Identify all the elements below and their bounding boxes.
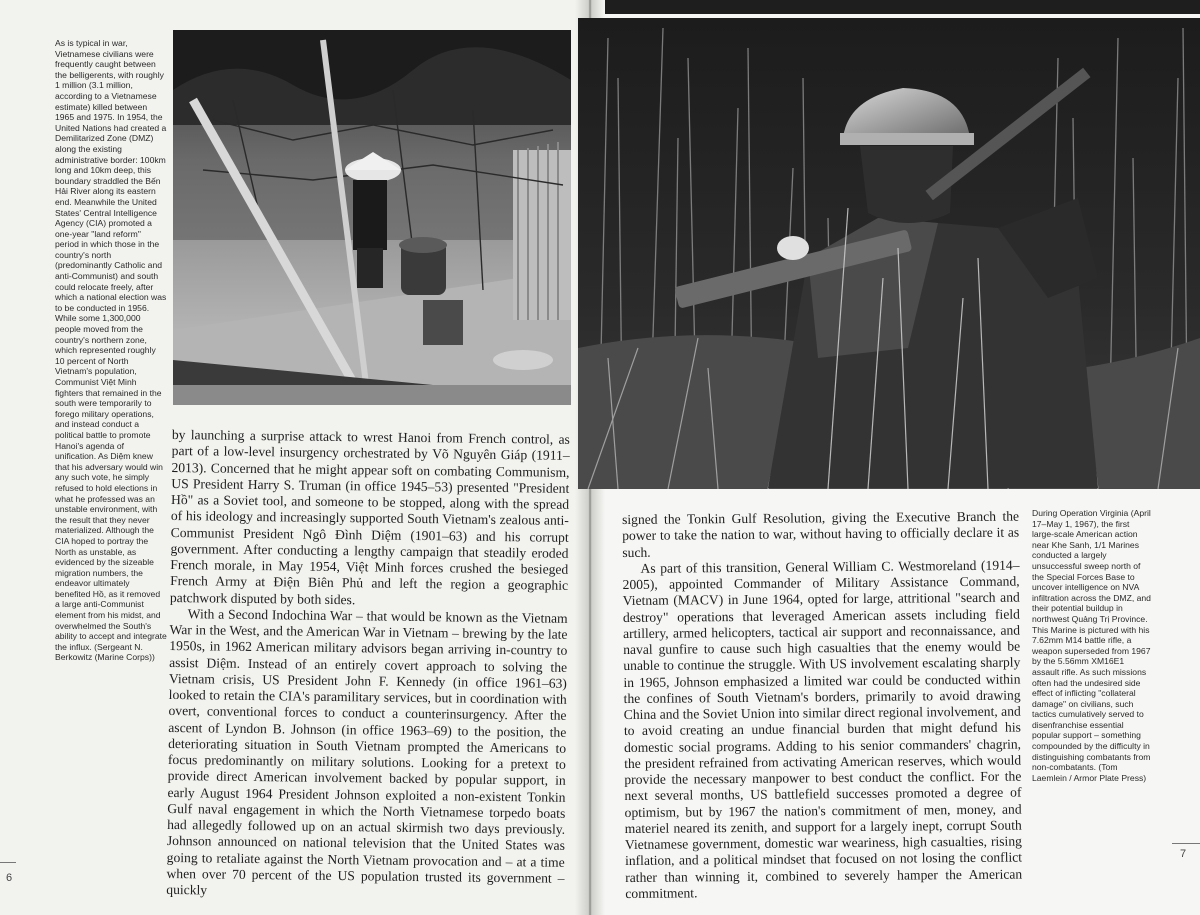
- right-paragraph-1: signed the Tonkin Gulf Resolution, giving the Executive Branch the power to take the nation to war, without having to officially declare it as such.: [622, 508, 1020, 560]
- marine-photo-image: [578, 18, 1200, 489]
- right-paragraph-2: As part of this transition, General William C. Westmoreland (1914–2005), appointed Commander of Military Assistance Command, Vietnam (MACV) in June 1964, opted for large, attritional "search and destroy" operations that leveraged American assets including field artillery, armed helicopters, tactical air support and reconnaissance, and naval gunfire to cause such high casualties that the enemy would be unable to continue the struggle. With US involvement escalating sharply in 1965, Johnson emphasized a limited war could be conducted within the confines of South Vietnam's borders, primarily to avoid drawing China and the Soviet Union into similar direct regional involvement, and to avoid creating an undue financial burden that might defund his domestic social programs. Adding to his senior commanders' chagrin, the president refrained from activating American reserves, which would provide the necessary manpower to best conduct the conflict. For the next several months, US battlefield successes promoted a degree of optimism, but by 1967 the nation's commitment of men, money, and materiel neared its zenith, and support for a largely inept, corrupt South Vietnamese government, domestic war weariness, high casualties, rising inflation, and a political mindset that focused on not losing the conflict rather than winning it, combined to severely hamper the American commitment.: [622, 557, 1023, 901]
- civilian-photo: [173, 30, 571, 405]
- left-body-text: [166, 427, 570, 903]
- page-number-right: 7: [1180, 848, 1187, 860]
- marine-photo: [578, 18, 1200, 489]
- page-number-left: 6: [6, 872, 13, 884]
- folio-rule-right: [1172, 843, 1200, 844]
- left-photo-caption: As is typical in war, Vietnamese civilians were frequently caught between the belligerents, with roughly 1 million (3.1 million, according to a Vietnamese estimate) killed between 1965 and 1975. In 1954, the United Nations had created a Demilitarized Zone (DMZ) along the existing administrative border: 100km long and 10km deep, this boundary straddled the Bến Hải River along its eastern end. Meanwhile the United States' Central Intelligence Agency (CIA) promoted a one-year "land reform" period in which those in the country's north (predominantly Catholic and anti-Communist) and south could relocate freely, after which a national election was to be conducted in 1956. While some 1,300,000 people moved from the country's northern zone, which represented roughly 10 percent of North Vietnam's population, Communist Việt Minh fighters that remained in the south were temporarily to forego military operations, and instead conduct a political battle to promote Hanoi's agenda of unification. As Diệm knew that his adversary would win any such vote, he simply refused to hold elections in what he professed was an unstable environment, with the result that they never materialized. Although the CIA hoped to portray the North as unstable, as evidenced by the sizeable migration numbers, the endeavor ultimately benefited Hồ, as it removed a large anti-Communist element from his midst, and overwhelmed the South's ability to accept and integrate the influx. (Sergeant N. Berkowitz (Marine Corps)): [55, 38, 167, 663]
- right-photo-caption: During Operation Virginia (April 17–May 1, 1967), the first large-scale American action near Khe Sanh, 1/1 Marines conducted a largely unsuccessful sweep north of the Special Forces Base to uncover intelligence on NVA infiltration across the DMZ, and their potential buildup in northwest Quảng Trị Province. This Marine is pictured with his 7.62mm M14 battle rifle, a weapon superseded from 1967 by the 5.56mm XM16E1 assault rifle. As such missions often had the undesired side effect of inflicting "collateral damage" on civilians, such tactics cumulatively served to disenfranchise essential popular support – something compounded by the difficulty in distinguishing combatants from non-combatants. (Tom Laemlein / Armor Plate Press): [1032, 508, 1151, 783]
- folio-rule-left: [0, 862, 16, 863]
- right-body-text: [622, 509, 1022, 902]
- civilian-photo-image: [173, 30, 571, 405]
- left-paragraph-1: by launching a surprise attack to wrest Hanoi from French control, as part of a low-level insurgency orchestrated by Võ Nguyên Giáp (1911–2013). Concerned that he might appear soft on combating Communism, US President Harry S. Truman (in office 1945–53) presented "President Hồ" as a Soviet tool, and someone to be stopped, along with the spread of his ideology and increasingly supported South Vietnam's zealous anti-Communist President Ngô Đình Diệm (1901–63) and his corrupt government. After conducting a lengthy campaign that steadily eroded French morale, in May 1954, Việt Minh forces crushed the besieged French Army at Điện Biên Phủ and left the region a geographic patchwork disputed by both sides.: [169, 427, 570, 607]
- left-paragraph-2: With a Second Indochina War – that would be known as the Vietnam War in the West, and the American War in Vietnam – brewing by the late 1950s, in 1962 American military advisors began arriving in-country to assist Diệm. Instead of an entirely covert approach to solving the Vietnam crisis, US President John F. Kennedy (in office 1961–63) looked to retain the CIA's paramilitary services, but in coordination with overt, conventional forces to conduct a counterinsurgency. After the ascent of Lyndon B. Johnson (in office 1963–69) to the position, the deteriorating situation in South Vietnam prompted the Americans to focus predominantly on military solutions. Looking for a pretext to provide direct American involvement backed by popular support, in early August 1964 President Johnson exploited a non-existent Tonkin Gulf naval engagement in which the North Vietnamese torpedo boats had allegedly followed up on an actual skirmish two days previously. Johnson announced on national television that the United States was going to retaliate against the North Vietnam provocation and – at a time when over 70 percent of the US population trusted its government – quickly: [166, 605, 568, 898]
